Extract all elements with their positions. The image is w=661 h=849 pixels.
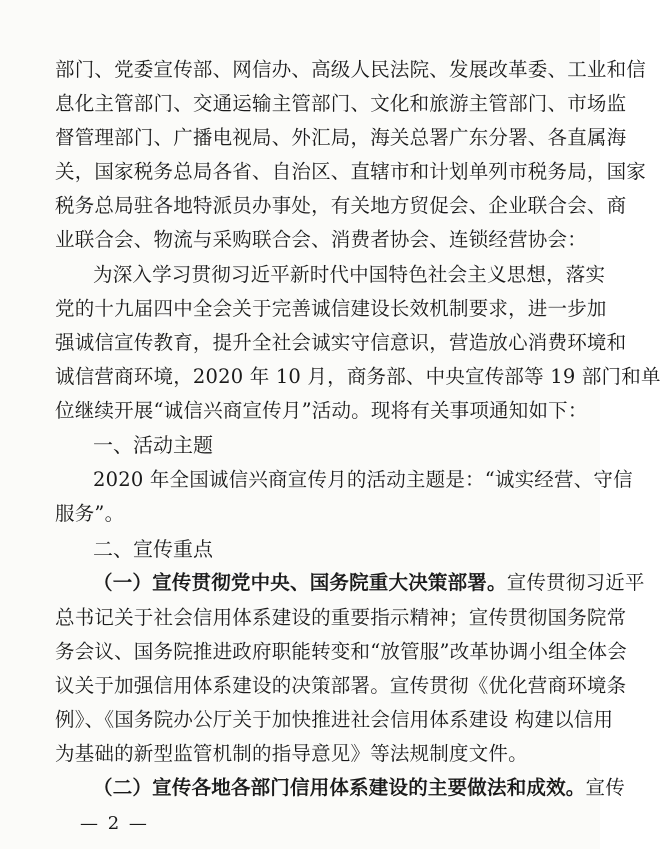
subheading-line: [93, 571, 645, 595]
text-line: 为深入学习贯彻习近平新时代中国特色社会主义思想，落实: [93, 263, 606, 286]
text-line: 关，国家税务总局各省、自治区、直辖市和计划单列市税务局，国家: [55, 160, 647, 183]
text-line: 例》、《国务院办公厅关于加快推进社会信用体系建设 构建以信用: [55, 708, 614, 731]
text-line: 强诚信宣传教育，提升全社会诚实守信意识，营造放心消费环境和: [55, 331, 627, 354]
text-line: 业联合会、物流与采购联合会、消费者协会、连锁经营协会：: [55, 228, 587, 251]
text-line: 息化主管部门、交通运输主管部门、文化和旅游主管部门、市场监: [55, 92, 627, 115]
text-line: 服务”。: [55, 502, 125, 525]
text-line: 部门、党委宣传部、网信办、高级人民法院、发展改革委、工业和信: [55, 58, 647, 81]
text-line: 位继续开展“诚信兴商宣传月”活动。现将有关事项通知如下：: [55, 399, 588, 422]
text-line: 议关于加强信用体系建设的决策部署。宣传贯彻《优化营商环境条: [55, 674, 627, 697]
text-line: 诚信营商环境，2020 年 10 月，商务部、中央宣传部等 19 部门和单: [55, 365, 661, 388]
section-heading: 二、宣传重点: [93, 537, 213, 561]
text-line: 税务总局驻各地特派员办事处，有关地方贸促会、企业联合会、商: [55, 194, 627, 217]
subheading-bold: （二）宣传各地各部门信用体系建设的主要做法和成效。: [93, 776, 586, 799]
text-line: 督管理部门、广播电视局、外汇局，海关总署广东分署、各直属海: [55, 126, 627, 149]
subheading-line: [93, 776, 625, 800]
text-line: 党的十九届四中全会关于完善诚信建设长效机制要求，进一步加: [55, 297, 607, 320]
subheading-rest: 宣传贯彻习近平: [506, 571, 645, 594]
text-line: 务会议、国务院推进政府职能转变和“放管服”改革协调小组全体会: [55, 640, 627, 663]
subheading-bold: （一）宣传贯彻党中央、国务院重大决策部署。: [93, 571, 507, 594]
text-line: 2020 年全国诚信兴商宣传月的活动主题是：“诚实经营、守信: [93, 468, 633, 491]
text-line: 为基础的新型监管机制的指导意见》等法规制度文件。: [55, 742, 528, 765]
section-heading: 一、活动主题: [93, 433, 213, 457]
text-line: 总书记关于社会信用体系建设的重要指示精神；宣传贯彻国务院常: [55, 606, 627, 629]
page-number: — 2 —: [80, 813, 149, 834]
subheading-rest: 宣传: [585, 776, 625, 799]
